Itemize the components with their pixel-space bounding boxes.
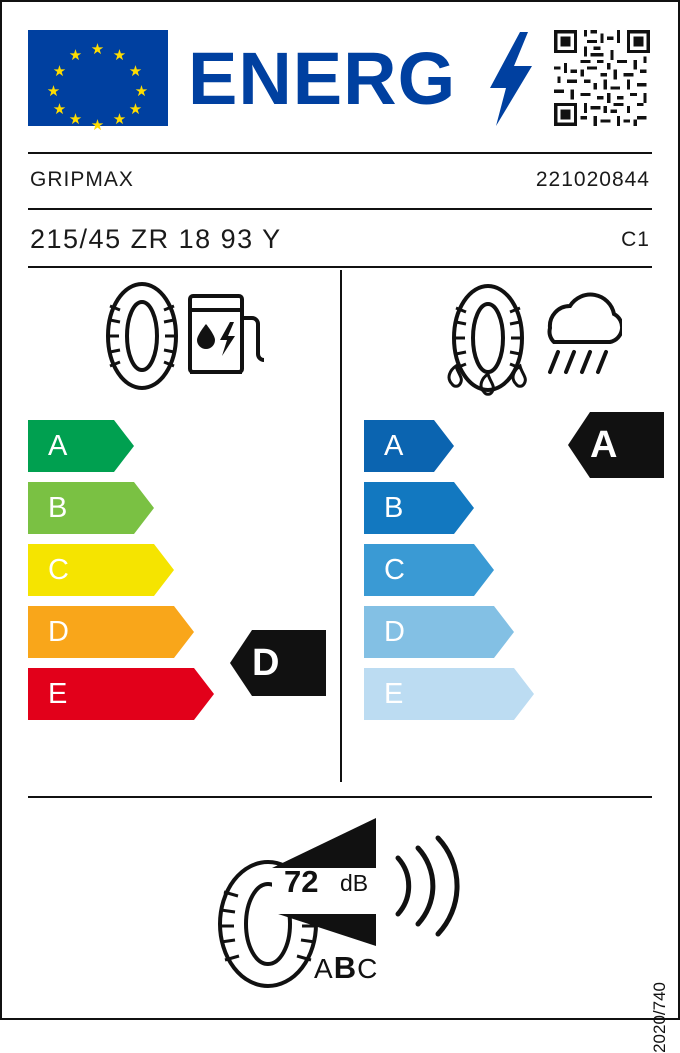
wet-band-e-letter: E [384,678,404,710]
divider-3 [28,266,652,268]
wet-band-b-letter: B [384,492,404,524]
noise-class-a: A [314,953,334,984]
noise-class-scale [314,950,378,986]
fuel-band-d-letter: D [48,616,69,648]
fuel-band-c-letter: C [48,554,69,586]
eu-flag-icon: ★ ★ ★ ★ ★ ★ ★ ★ ★ ★ ★ ★ [28,30,168,126]
lightning-bolt-icon [490,32,532,126]
wet-result-letter: A [590,424,618,466]
brand-name: GRIPMAX [30,168,134,191]
band-shape [28,482,154,534]
divider-1 [28,152,652,154]
tyre-class: C1 [621,228,650,251]
noise-unit: dB [340,870,369,896]
fuel-band-e-letter: E [48,678,68,710]
tyre-rain-cloud-icon [432,280,622,398]
wet-band-a-letter: A [384,430,404,462]
fuel-efficiency-result [230,630,326,696]
wet-band-d-letter: D [384,616,405,648]
serial-number: 221020844 [535,168,650,191]
page-title: ENERG [188,37,457,120]
band-shape [28,420,134,472]
tyre-fuel-pump-icon [90,280,270,392]
label-header [2,2,678,134]
divider-2 [28,208,652,210]
band-shape [364,420,454,472]
wet-band-c-letter: C [384,554,405,586]
vertical-divider [340,270,342,782]
fuel-result-letter: D [252,642,280,684]
divider-4 [28,796,652,798]
band-shape [364,482,474,534]
tyre-size: 215/45 ZR 18 93 Y [30,224,282,254]
qr-code-icon [554,30,650,126]
fuel-band-b-letter: B [48,492,68,524]
noise-class-b: B [333,950,358,985]
noise-class-c: C [357,953,379,984]
fuel-band-a-letter: A [48,430,68,462]
wet-grip-result [568,412,664,478]
noise-value: 72 [284,864,319,899]
date-code: 2020/740 [650,982,669,1053]
